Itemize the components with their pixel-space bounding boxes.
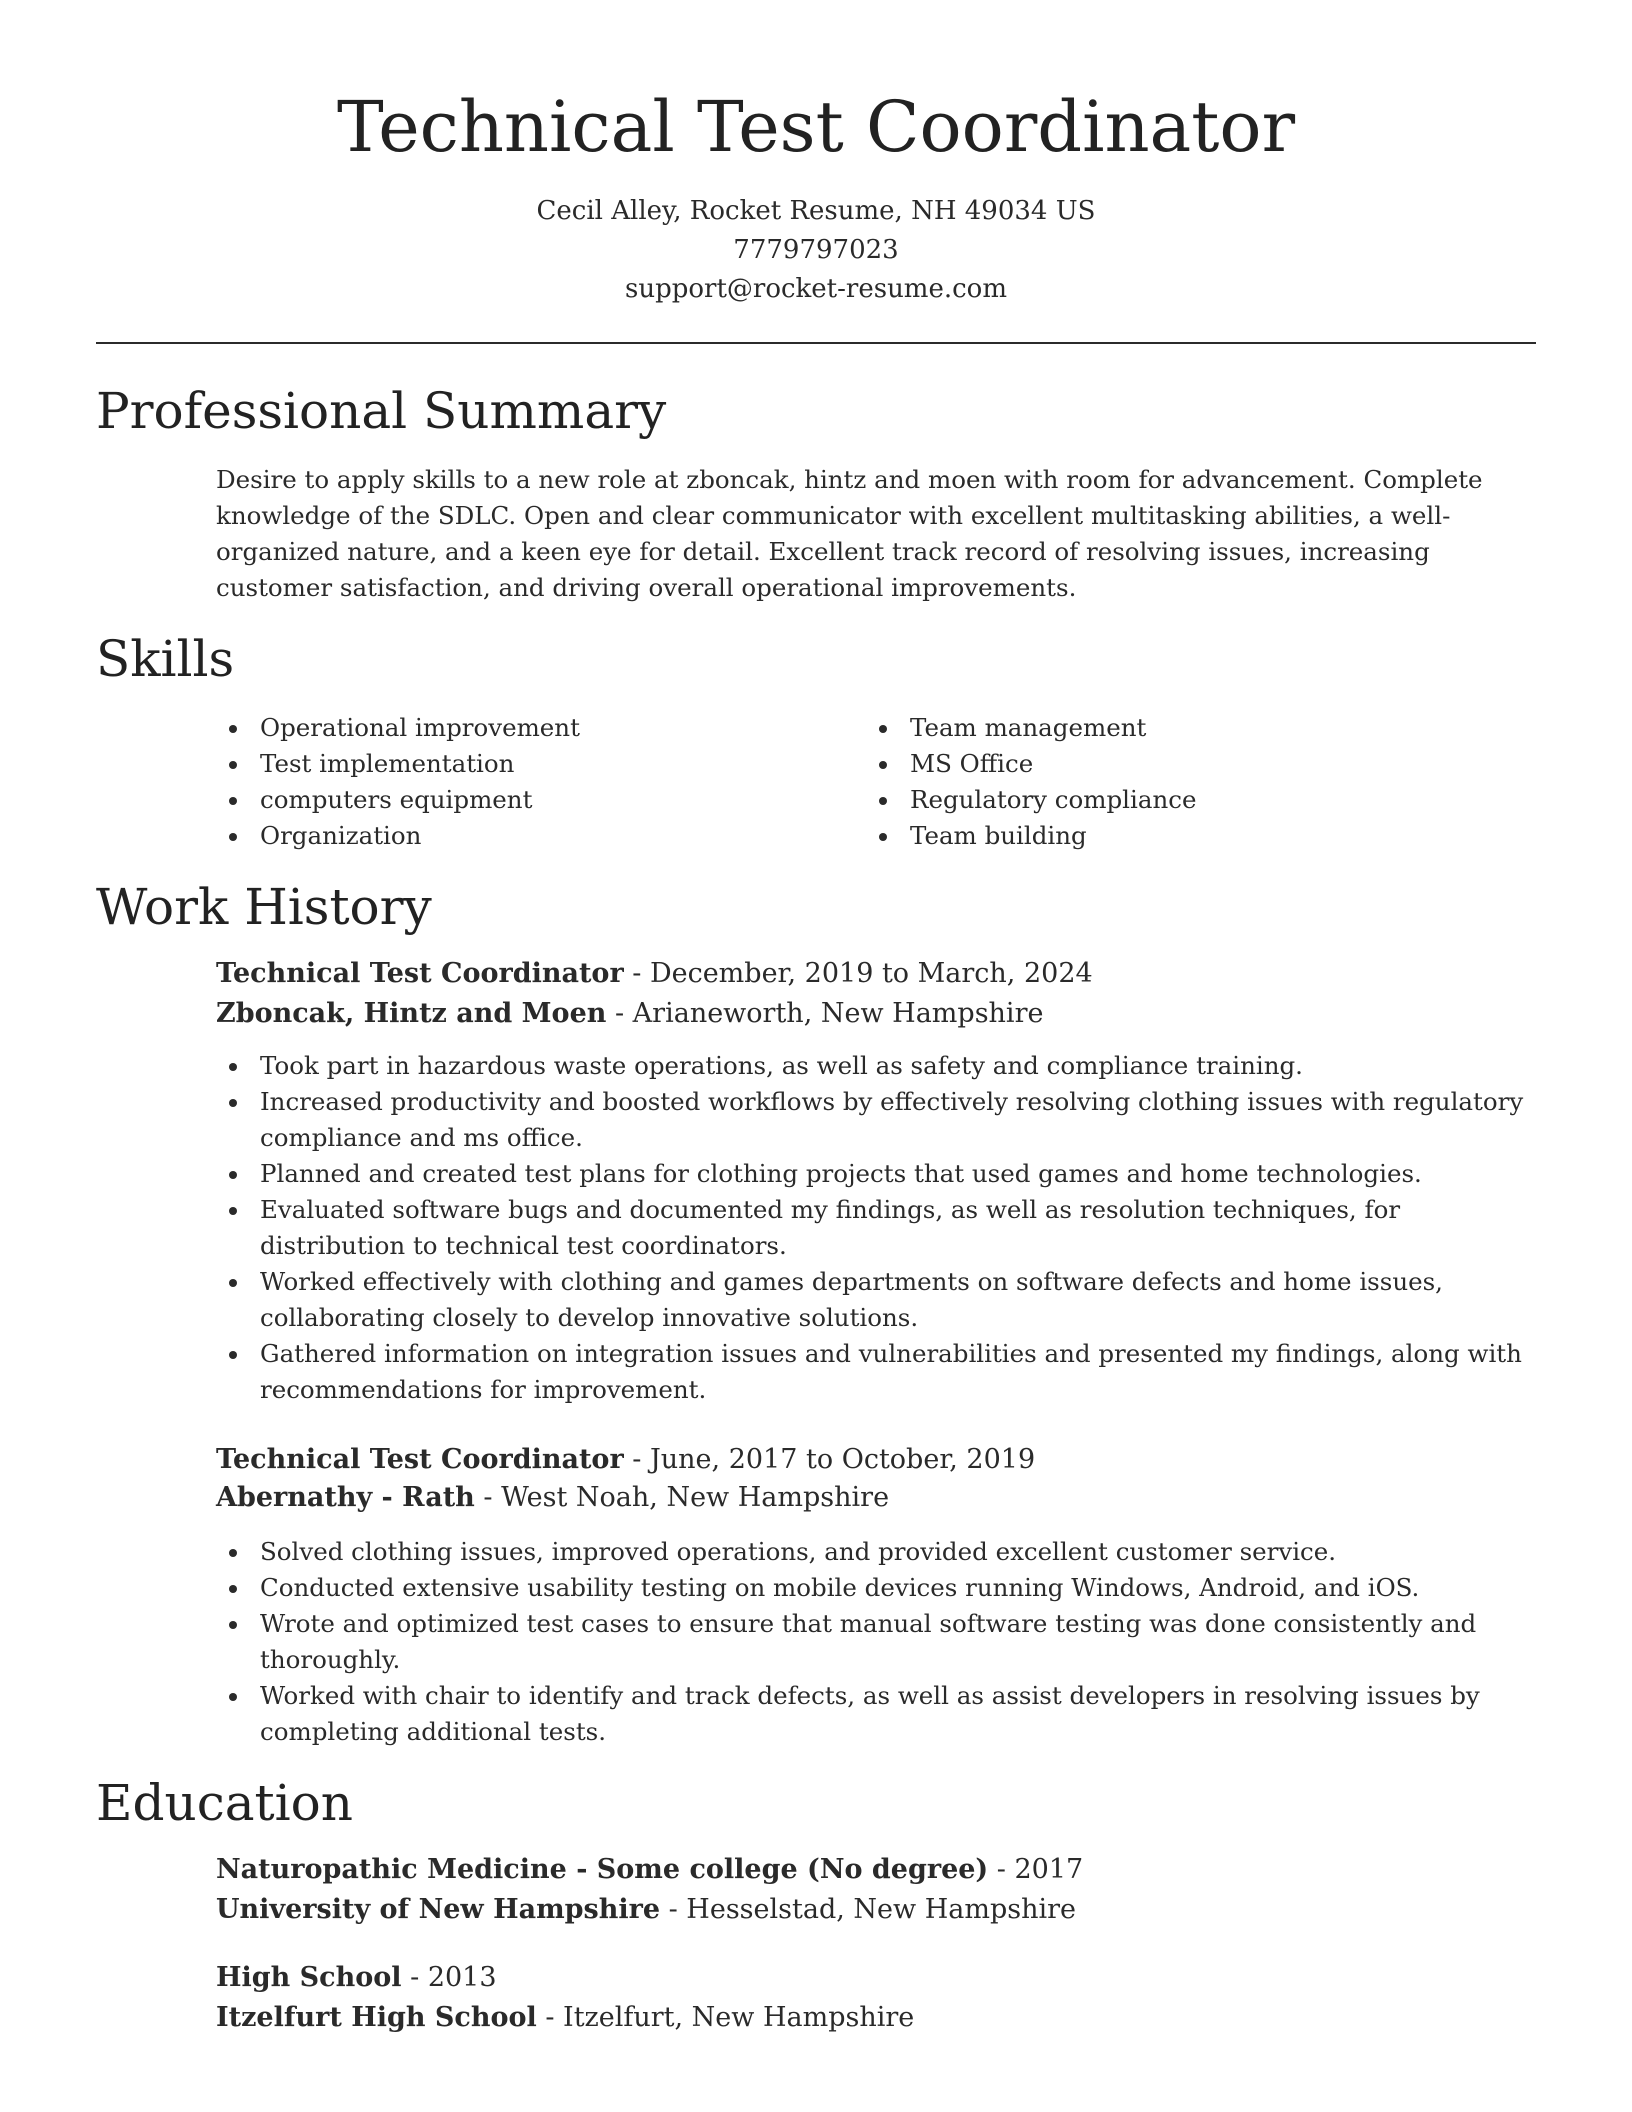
job-2-bullets [216,1534,1536,1750]
skill-item: Regulatory compliance [866,782,1516,818]
section-title-work: Work History [96,878,432,936]
job-bullet: Evaluated software bugs and documented my findings, as well as resolution techniques, for distribution to technical test coordinators. [216,1192,1536,1264]
edu-2-school: Itzelfurt High School [216,2002,537,2033]
edu-1-degree: Naturopathic Medicine - Some college (No degree) [216,1854,989,1885]
edu-2-school-line [216,1998,1536,2038]
skills-list [216,710,1536,854]
edu-1-location: - Hesselstad, New Hampshire [660,1894,1076,1925]
skill-item: computers equipment [216,782,866,818]
resume-name-title: Technical Test Coordinator [336,86,1296,168]
section-title-skills: Skills [96,630,235,688]
job-1-dates: - December, 2019 to March, 2024 [623,958,1093,989]
skill-item: MS Office [866,746,1516,782]
job-2-role: Technical Test Coordinator [216,1444,624,1475]
job-1-location: - Arianeworth, New Hampshire [606,998,1044,1029]
job-1-bullets [216,1048,1536,1408]
job-1-company-line [216,994,1536,1034]
job-2-dates: - June, 2017 to October, 2019 [623,1444,1036,1475]
section-title-education: Education [96,1774,353,1832]
job-1-title-line [216,954,1536,994]
job-bullet: Solved clothing issues, improved operations, and provided excellent customer service. [216,1534,1536,1570]
contact-email: support@rocket-resume.com [624,274,1007,304]
skills-column-right [866,710,1516,854]
skill-item: Organization [216,818,866,854]
header-divider [96,342,1536,344]
job-bullet: Planned and created test plans for clothing projects that used games and home technologies. [216,1156,1536,1192]
edu-2-year: - 2013 [401,1962,497,1993]
edu-2-degree: High School [216,1962,402,1993]
skill-item: Test implementation [216,746,866,782]
job-bullet: Worked effectively with clothing and games departments on software defects and home issues, collaborating closely to develop innovative solutions. [216,1264,1536,1336]
edu-1-school-line [216,1890,1536,1930]
edu-2-location: - Itzelfurt, New Hampshire [536,2002,915,2033]
job-1-role: Technical Test Coordinator [216,958,624,989]
skills-column-left [216,710,866,854]
job-bullet: Took part in hazardous waste operations, as well as safety and compliance training. [216,1048,1536,1084]
contact-block [0,192,1632,309]
job-bullet: Worked with chair to identify and track defects, as well as assist developers in resolving issues by completing additional tests. [216,1678,1536,1750]
edu-2-degree-line [216,1958,1536,1998]
edu-1-year: - 2017 [988,1854,1084,1885]
edu-1-school: University of New Hampshire [216,1894,661,1925]
job-2-company-line [216,1478,1536,1518]
job-2-company: Abernathy - Rath [216,1482,475,1513]
contact-phone: 7779797023 [733,235,899,265]
job-bullet: Wrote and optimized test cases to ensure that manual software testing was done consistently and thoroughly. [216,1606,1536,1678]
job-bullet: Conducted extensive usability testing on mobile devices running Windows, Android, and iOS. [216,1570,1536,1606]
summary-text: Desire to apply skills to a new role at zboncak, hintz and moen with room for advancement. Complete knowledge of the SDLC. Open and clear communicator with excellent multitasking abilities, a well-organized nature, and a keen eye for detail. Excellent track record of resolving issues, increasing customer satisfaction, and driving overall operational improvements. [216,465,1483,602]
job-2-title-line [216,1440,1536,1480]
contact-address: Cecil Alley, Rocket Resume, NH 49034 US [536,196,1096,226]
skill-item: Team management [866,710,1516,746]
job-bullet: Gathered information on integration issues and vulnerabilities and presented my findings, along with recommendations for improvement. [216,1336,1536,1408]
job-2-location: - West Noah, New Hampshire [474,1482,890,1513]
section-title-summary: Professional Summary [96,382,667,440]
skill-item: Team building [866,818,1516,854]
skill-item: Operational improvement [216,710,866,746]
edu-1-degree-line [216,1850,1536,1890]
job-bullet: Increased productivity and boosted workflows by effectively resolving clothing issues with regulatory compliance and ms office. [216,1084,1536,1156]
job-1-company: Zboncak, Hintz and Moen [216,998,607,1029]
